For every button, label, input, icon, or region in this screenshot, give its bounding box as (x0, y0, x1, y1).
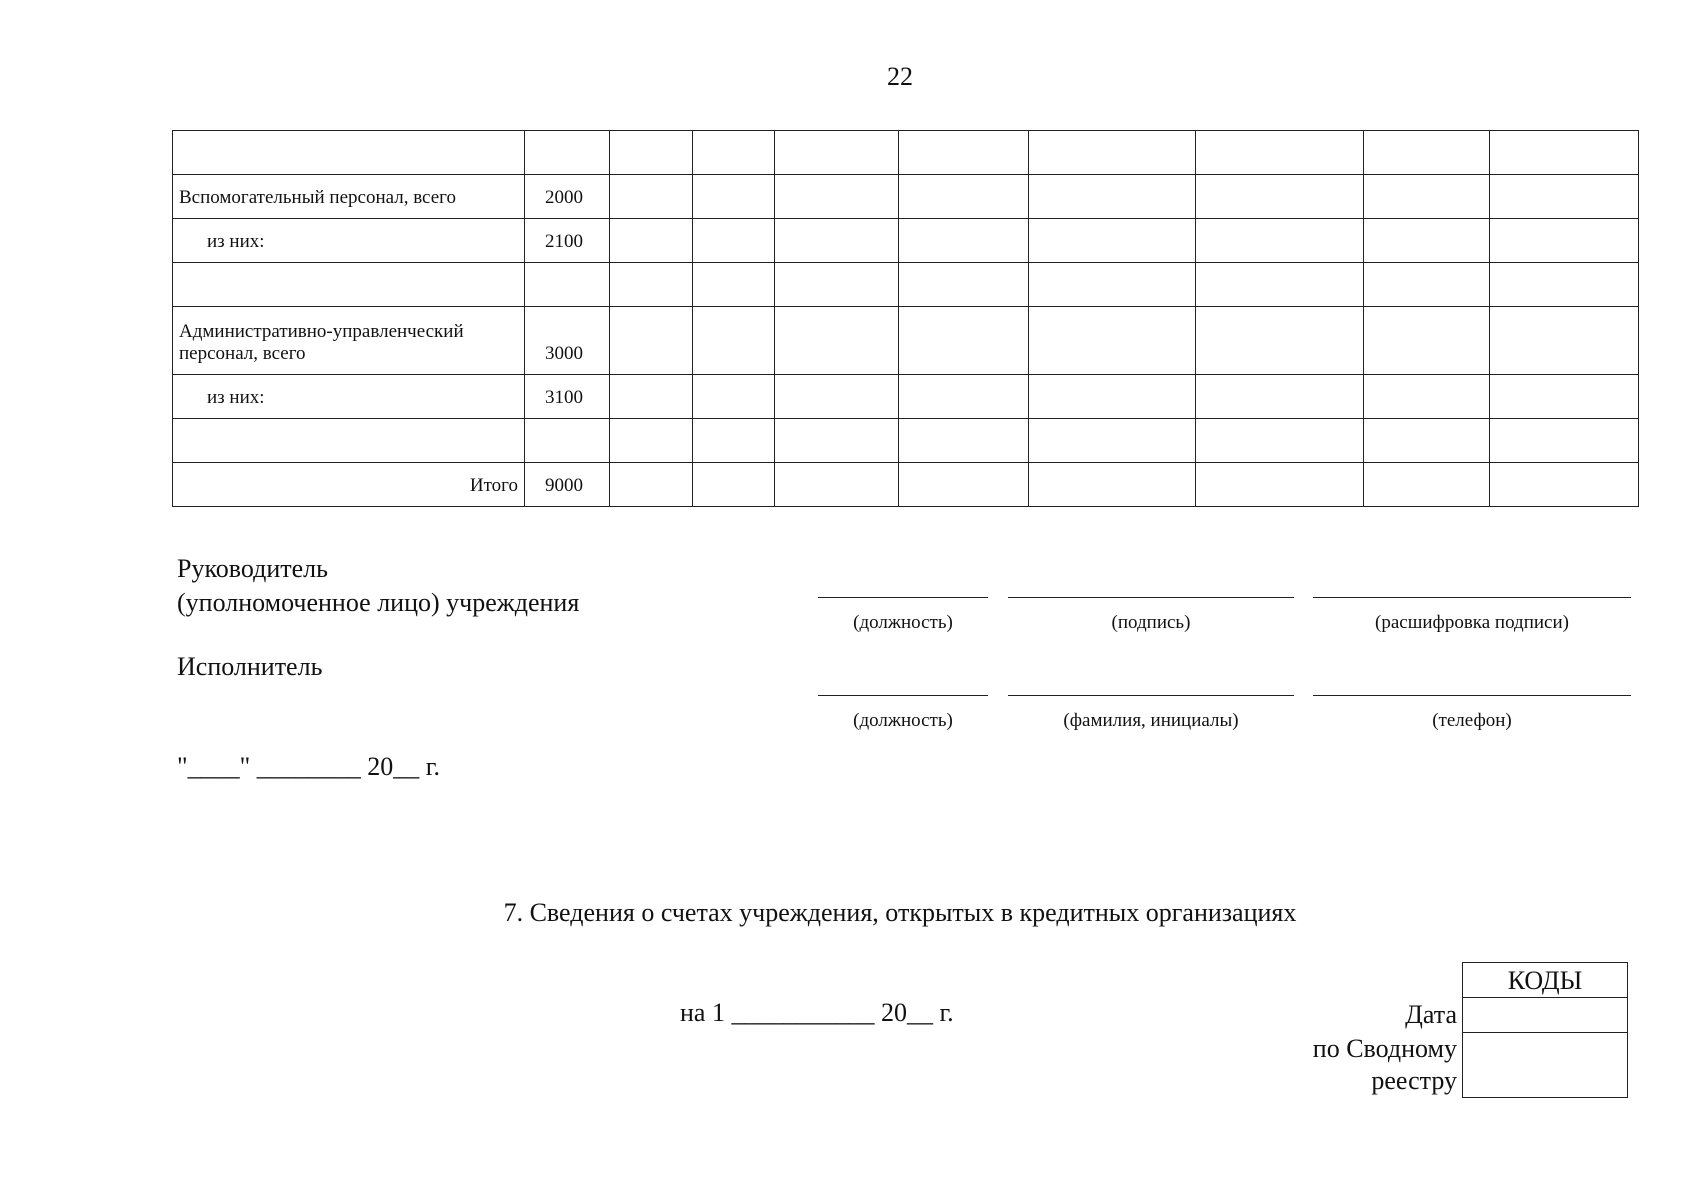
table-row (173, 419, 1639, 463)
table-row (173, 463, 1639, 507)
total-label-cell: Итого (173, 463, 525, 507)
row-label-cell: Вспомогательный персонал, всего (173, 175, 525, 219)
section-title: 7. Сведения о счетах учреждения, открытых в кредитных организациях (503, 898, 1297, 927)
row-code-cell: 9000 (525, 463, 610, 507)
signature-date-line: "____" ________ 20__ г. (177, 752, 440, 781)
row-code-cell (525, 131, 610, 175)
table-row (173, 131, 1639, 175)
executor-name-caption: (фамилия, инициалы) (1063, 710, 1239, 731)
row-code-cell: 2000 (525, 175, 610, 219)
table-row (173, 263, 1639, 307)
executor-phone-line (1313, 695, 1631, 696)
head-position-line (818, 597, 988, 598)
row-label-cell (173, 419, 525, 463)
staff-table (172, 130, 1639, 507)
head-signature-line (1008, 597, 1294, 598)
executor-position-caption: (должность) (853, 710, 953, 731)
row-code-cell (525, 263, 610, 307)
staff-table-body (173, 131, 1639, 507)
codes-date-cell (1463, 998, 1627, 1033)
page-number: 22 (887, 62, 913, 91)
row-code-cell: 3100 (525, 375, 610, 419)
codes-registry-label-line2: реестру (1371, 1066, 1457, 1095)
row-label-cell (173, 263, 525, 307)
row-label-cell: из них: (173, 375, 525, 419)
head-position-caption: (должность) (853, 612, 953, 633)
table-row (173, 219, 1639, 263)
codes-header: КОДЫ (1463, 963, 1627, 998)
row-label-cell: Административно-управленческий персонал, всего (173, 307, 525, 375)
row-code-cell (525, 419, 610, 463)
row-label-cell: из них: (173, 219, 525, 263)
executor-title: Исполнитель (177, 652, 323, 681)
table-row (173, 307, 1639, 375)
codes-registry-label-line1: по Сводному (1312, 1034, 1457, 1063)
head-decoding-line (1313, 597, 1631, 598)
executor-phone-caption: (телефон) (1432, 710, 1512, 731)
codes-date-label: Дата (1405, 1000, 1457, 1029)
row-code-cell: 3000 (525, 307, 610, 375)
head-title-line1: Руководитель (177, 554, 328, 583)
executor-name-line (1008, 695, 1294, 696)
table-row (173, 175, 1639, 219)
head-decoding-caption: (расшифровка подписи) (1375, 612, 1569, 633)
report-date-line: на 1 ___________ 20__ г. (680, 998, 954, 1027)
row-label-cell (173, 131, 525, 175)
executor-position-line (818, 695, 988, 696)
row-code-cell: 2100 (525, 219, 610, 263)
head-signature-caption: (подпись) (1111, 612, 1191, 633)
table-row (173, 375, 1639, 419)
codes-box (1462, 962, 1628, 1098)
head-title-line2: (уполномоченное лицо) учреждения (177, 588, 580, 617)
